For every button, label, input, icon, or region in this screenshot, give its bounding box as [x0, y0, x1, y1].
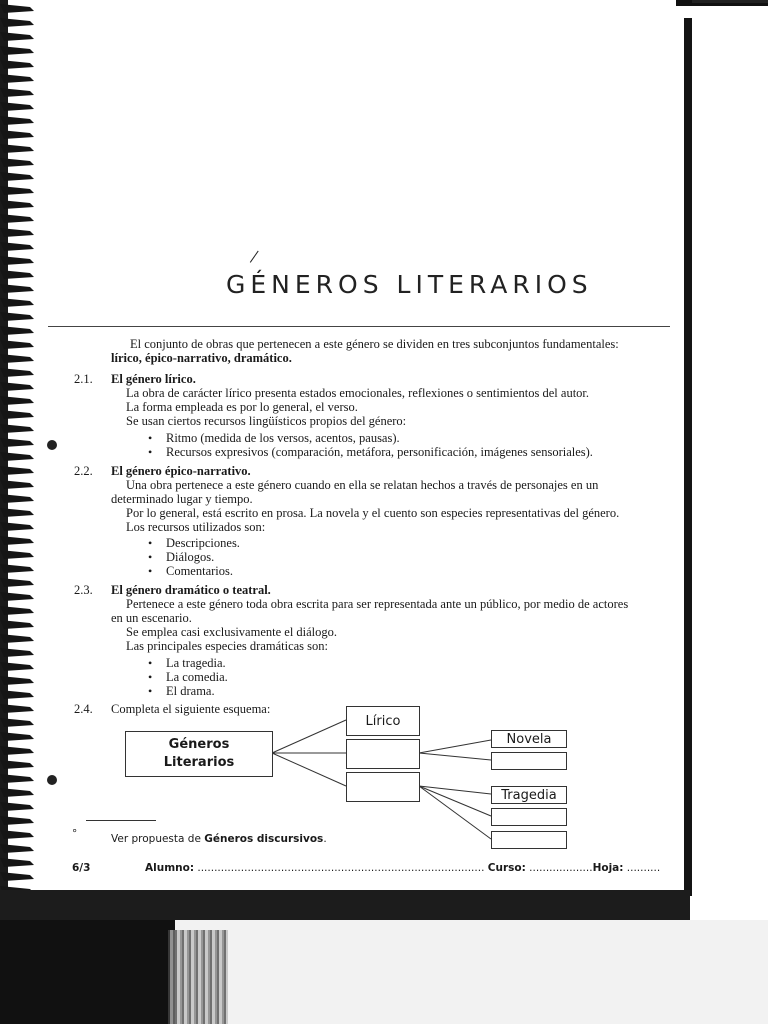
- page-title: GÉNEROS LITERARIOS: [226, 270, 593, 299]
- list-item: Recursos expresivos (comparación, metáfora, personificación, imágenes sensoriales).: [166, 445, 593, 459]
- alumno-label: Alumno:: [145, 862, 195, 874]
- scheme-root-line: Literarios: [163, 755, 235, 770]
- curso-field[interactable]: ...................: [529, 862, 593, 874]
- bullet-dot: •: [148, 550, 153, 564]
- section-line: La forma empleada es por lo general, el verso.: [126, 400, 358, 414]
- list-item: La comedia.: [166, 670, 228, 684]
- hoja-field[interactable]: ..........: [626, 862, 661, 874]
- list-item: El drama.: [166, 684, 215, 698]
- section-heading: El género épico-narrativo.: [111, 464, 251, 478]
- scheme-blank-box[interactable]: [491, 752, 567, 770]
- section-number: 2.3.: [74, 583, 93, 597]
- section-line: en un escenario.: [111, 611, 192, 625]
- bullet-dot: •: [148, 536, 153, 550]
- section-line: Una obra pertenece a este género cuando en ella se relatan hechos a través de personajes en un: [126, 478, 599, 492]
- scheme-blank-box[interactable]: [491, 831, 567, 849]
- list-item: Ritmo (medida de los versos, acentos, pausas).: [166, 431, 400, 445]
- scheme-box-tragedia: [491, 786, 567, 804]
- scheme-label: Lírico: [365, 713, 401, 729]
- section-number: 2.2.: [74, 464, 93, 478]
- footnote-suffix: .: [323, 833, 327, 845]
- scheme-blank-box[interactable]: [346, 772, 420, 802]
- section-line: determinado lugar y tiempo.: [111, 492, 253, 506]
- intro-line: El conjunto de obras que pertenecen a este género se dividen en tres subconjuntos fundamentales:: [130, 337, 619, 351]
- section-heading: Completa el siguiente esquema:: [111, 702, 271, 716]
- section-line: La obra de carácter lírico presenta estados emocionales, reflexiones o sentimientos del autor.: [126, 386, 590, 400]
- section-line: Los recursos utilizados son:: [126, 520, 266, 534]
- list-item: La tragedia.: [166, 656, 226, 670]
- page-number: 6/3: [72, 862, 91, 874]
- section-line: Se usan ciertos recursos lingüísticos propios del género:: [126, 414, 407, 428]
- footer-fields: [145, 862, 660, 874]
- footnote-rule: [86, 820, 156, 821]
- hoja-label: Hoja:: [592, 862, 624, 874]
- scheme-label: Novela: [506, 731, 552, 747]
- section-number: 2.1.: [74, 372, 93, 386]
- scheme-box-novela: [491, 730, 567, 748]
- bullet-dot: •: [148, 445, 153, 459]
- section-line: Pertenece a este género toda obra escrita para ser representada ante un público, por medio de actores: [126, 597, 629, 611]
- section-line: Las principales especies dramáticas son:: [126, 639, 329, 653]
- bullet-dot: •: [148, 431, 153, 445]
- intro-genres: lírico, épico-narrativo, dramático.: [111, 351, 292, 365]
- scheme-root-line: Géneros: [168, 737, 230, 752]
- bullet-dot: •: [148, 684, 153, 698]
- footnote-marker: °: [72, 828, 78, 840]
- scheme-label: Tragedia: [501, 787, 557, 803]
- section-number: 2.4.: [74, 702, 93, 716]
- bullet-dot: •: [148, 670, 153, 684]
- list-item: Comentarios.: [166, 564, 234, 578]
- footnote-text: [111, 833, 327, 845]
- footnote-prefix: Ver propuesta de: [111, 833, 205, 845]
- alumno-field[interactable]: ......................................................................................: [197, 862, 485, 874]
- scheme-box-lirico: [346, 706, 420, 736]
- section-line: Por lo general, está escrito en prosa. La novela y el cuento son especies representativas del género.: [126, 506, 620, 520]
- scheme-root-box: [125, 731, 273, 777]
- bullet-dot: •: [148, 656, 153, 670]
- curso-label: Curso:: [487, 862, 526, 874]
- section-heading: El género lírico.: [111, 372, 196, 386]
- list-item: Descripciones.: [166, 536, 240, 550]
- footnote-bold: Géneros discursivos: [204, 833, 324, 845]
- section-heading: El género dramático o teatral.: [111, 583, 271, 597]
- scheme-blank-box[interactable]: [346, 739, 420, 769]
- list-item: Diálogos.: [166, 550, 215, 564]
- bullet-dot: •: [148, 564, 153, 578]
- section-line: Se emplea casi exclusivamente el diálogo.: [126, 625, 338, 639]
- scheme-blank-box[interactable]: [491, 808, 567, 826]
